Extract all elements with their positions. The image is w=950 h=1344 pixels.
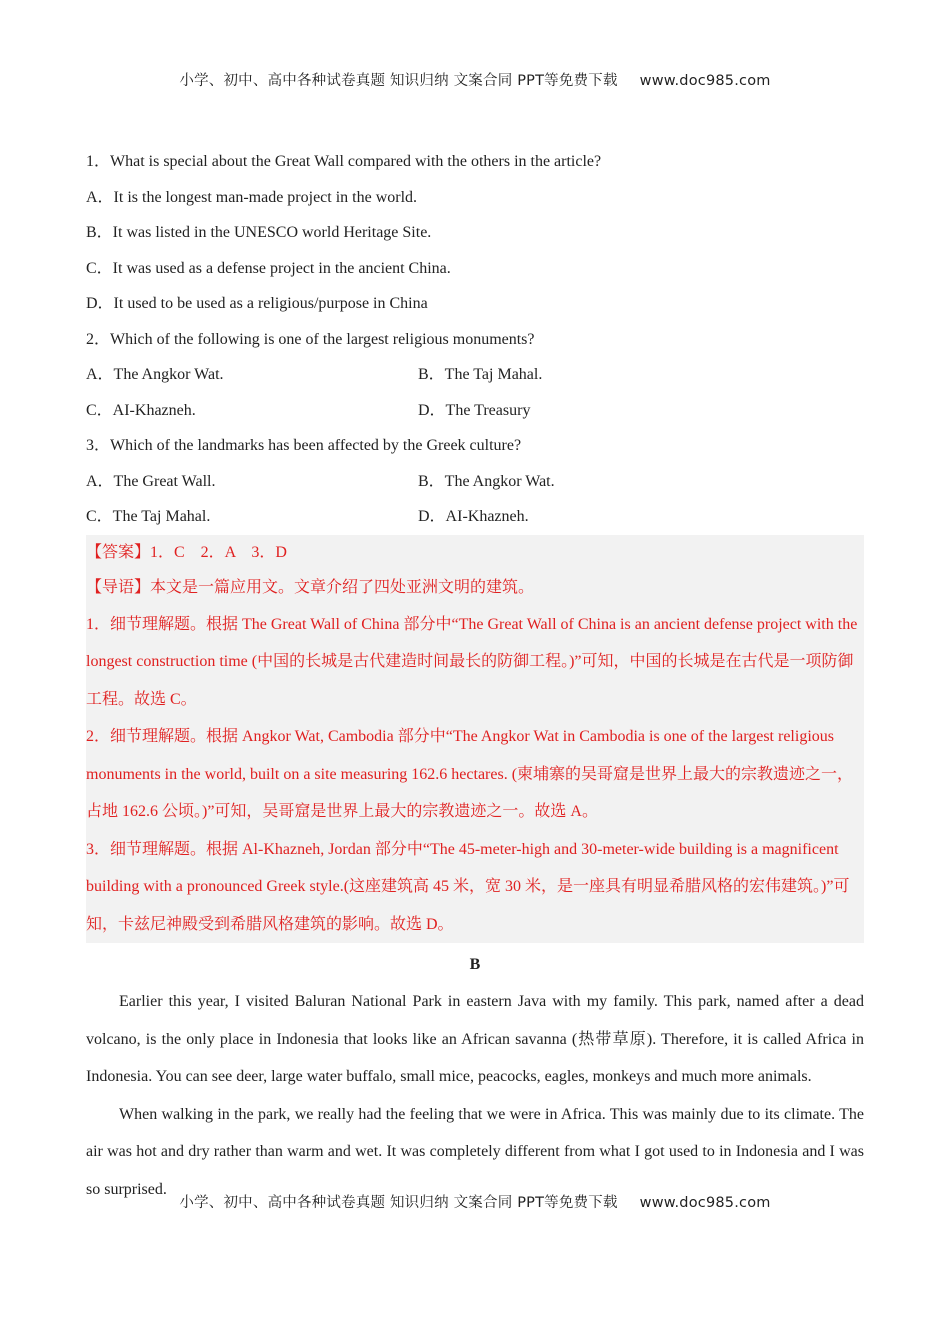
page-header xyxy=(0,69,950,90)
section-b-title: B xyxy=(469,956,481,973)
option-row xyxy=(86,464,864,500)
question-3 xyxy=(86,428,864,535)
option-b: B．The Angkor Wat. xyxy=(418,472,555,490)
option-row xyxy=(86,393,864,429)
question-2 xyxy=(86,322,864,429)
explanation-3: 3．细节理解题。根据 Al-Khazneh, Jordan 部分中“The 45-meter-high and 30-meter-wide building is a magnificent building with a pronounced Greek style.(这座建筑高 45 米，宽 30 米，是一座具有明显希腊风格的宏伟建筑。)”可知，卡兹尼神殿受到希腊风格建筑的影响。故选 D。 xyxy=(86,840,850,933)
option-d: D．It used to be used as a religious/purpose in China xyxy=(86,295,428,312)
option-a: A．The Angkor Wat. xyxy=(86,366,224,383)
question-stem: 3．Which of the landmarks has been affected by the Greek culture? xyxy=(86,437,522,454)
answer-intro: 【导语】本文是一篇应用文。文章介绍了四处亚洲文明的建筑。 xyxy=(86,579,535,596)
option-c: C．The Taj Mahal. xyxy=(86,508,211,525)
answer-explanation-box xyxy=(86,535,864,944)
option-a: A．The Great Wall. xyxy=(86,472,216,490)
answer-key: 【答案】1．C 2．A 3．D xyxy=(86,543,287,561)
option-d: D．The Treasury xyxy=(418,401,531,419)
header-text: 小学、初中、高中各种试卷真题 知识归纳 文案合同 PPT等免费下载 xyxy=(179,73,618,89)
page-footer xyxy=(0,1191,950,1212)
option-row xyxy=(86,357,864,393)
option-c: C．It was used as a defense project in the ancient China. xyxy=(86,259,451,277)
footer-site: www.doc985.com xyxy=(639,1195,771,1211)
document-body xyxy=(86,144,864,1208)
footer-text: 小学、初中、高中各种试卷真题 知识归纳 文案合同 PPT等免费下载 xyxy=(179,1195,618,1211)
explanation-1: 1．细节理解题。根据 The Great Wall of China 部分中“The Great Wall of China is an ancient defense project with the longest construction time (中国的长城是古代建造时间最长的防御工程。)”可知，中国的长城是在古代是一项防御工程。故选 C。 xyxy=(86,615,858,708)
option-d: D．AI-Khazneh. xyxy=(418,508,529,525)
paragraph: Earlier this year, I visited Baluran National Park in eastern Java with my family. This park, named after a dead volcano, is the only place in Indonesia that looks like an African savanna (热带草原). Therefore, it is called Africa in Indonesia. You can see deer, large water buffalo, small mice, peacocks, eagles, monkeys and much more animals. xyxy=(86,993,864,1085)
option-b: B．It was listed in the UNESCO world Heritage Site. xyxy=(86,224,432,241)
option-row xyxy=(86,499,864,535)
option-b: B．The Taj Mahal. xyxy=(418,366,543,383)
option-a: A．It is the longest man-made project in the world. xyxy=(86,188,418,206)
question-1 xyxy=(86,144,864,322)
paragraph: When walking in the park, we really had the feeling that we were in Africa. This was mainly due to its climate. The air was hot and dry rather than warm and wet. It was completely different from what I got used to in Indonesia and I was so surprised. xyxy=(86,1105,864,1198)
option-c: C．AI-Khazneh. xyxy=(86,401,196,419)
question-stem: 2．Which of the following is one of the largest religious monuments? xyxy=(86,330,535,348)
explanation-2: 2．细节理解题。根据 Angkor Wat, Cambodia 部分中“The Angkor Wat in Cambodia is one of the largest religious monuments in the world, built on a site measuring 162.6 hectares. (柬埔寨的吴哥窟是世界上最大的宗教遗迹之一，占地 162.6 公顷。)”可知，吴哥窟是世界上最大的宗教遗迹之一。故选 A。 xyxy=(86,728,854,820)
question-stem: 1．What is special about the Great Wall compared with the others in the article? xyxy=(86,153,602,170)
header-site: www.doc985.com xyxy=(639,73,771,89)
